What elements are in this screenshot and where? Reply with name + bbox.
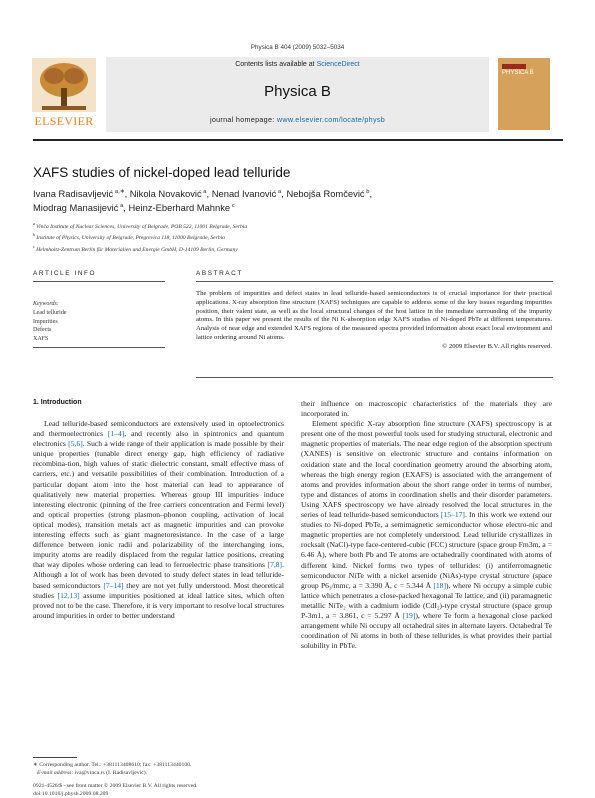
affiliation-text: Institute of Physics, University of Belgrade, Pregrevica 118, 11000 Belgrade, Serbia [36,235,225,242]
author-affiliation-mark: a [118,203,124,210]
homepage-link[interactable]: www.elsevier.com/locate/physb [276,115,386,124]
cover-band [502,64,526,69]
body-text: Lead telluride-based semiconductors are extensively used in optoelectronics and thermoelectronics [33,419,284,439]
keywords-list [33,309,165,344]
journal-homepage [106,115,489,124]
affiliation-line [33,220,563,231]
issn-block [33,783,293,798]
footnote-contact: Corresponding author. Tel.: +381113408610; fax: +381113440100. [37,762,192,768]
contents-line [106,61,489,68]
homepage-prefix: journal homepage: [209,115,277,124]
abstract-text: The problem of impurities and defect states in lead telluride-based semiconductors is of crucial importance for their practical applications. X-ray absorption fine structure (XAFS) techniques are capable to address some of the key issues regarding impurities position, their valent state, as well as the local structural changes of the host lattice in the immediate surrounding of the impurity atoms. In this paper we present the results of the Ni K-absorption edge XAFS studies of Ni-doped PbTe at different temperatures. Analysis of near edge and extended XAFS regions of the measured spectra provided information about exact local environment and lattice ordering around Ni atoms. [196,290,552,341]
affiliation-line [33,243,563,254]
author-name: Nikola Novaković [129,188,202,200]
keywords-box [33,300,165,344]
journal-cover-thumbnail [498,58,550,130]
contents-prefix: Contents lists available at [235,61,317,68]
abstract-rule [196,281,553,282]
header-rule [33,139,563,141]
journal-citation: Physica B 404 (2009) 5032–5034 [250,44,345,51]
article-info-rule [33,281,165,282]
intro-paragraph-1 [33,419,284,621]
reference-link[interactable]: [7,8] [267,560,283,570]
article-info-heading: ARTICLE INFO [33,270,97,277]
author-affiliation-mark: a,∗ [113,189,125,195]
keywords-bottom-rule [33,347,165,348]
intro-paragraph-2 [301,419,552,651]
body-column-left [33,419,284,621]
body-text: ), where Ni occupy a simple cubic lattice which penetrates a close-packed hexagonal Te lattice, and (ii) paramagnetic metallic NiTe₂ with a cadmium iodide (CdI₂)-type crystal structure (space group P-3m1, a = 3.861, c = 5.297 Å [301,580,552,620]
body-text: ), where Te form a hexagonal close packed arrangement while Ni occupy all octahedral sites in alternate layers. Octahedral Te coordination of Ni atoms in both of these tellurides is what provides their partial solubility in PbTe. [301,610,552,651]
sciencedirect-link[interactable]: ScienceDirect [316,61,360,68]
corresponding-author-footnote [33,762,285,777]
abstract-heading: ABSTRACT [196,270,243,277]
affiliation-line [33,231,563,242]
body-text: they are not yet fully understood. Most theoretical studies [33,580,285,600]
reference-link[interactable]: [18] [433,580,446,590]
body-text: . In this work we extend our studies to Ni-doped PbTe, a semimagnetic semiconductor whose electro-nic and magnetic properties are not completely understood. Lead telluride crystallizes in rocksalt (NaCl)-type face-centered-cubic (FCC) structure (space group Fm3m, a = 6.46 Å), where both Pb and Te atoms are octahedrally coordinated with atoms of different kind. Nickel forms two types of tellurides: (i) antiferromagnetic semiconductor NiTe with a nickel arsenide (NiAs)-type crystal structure (space group P6₃/mmc, a = 3.390 Å, c = 5.344 Å [301,510,552,590]
abstract-body [196,290,552,352]
author-name: Nebojša Romčević [286,188,365,200]
body-text: assume impurities positioned at ideal lattice sites, which often proved not to be the case. Therefore, it is very important to resolve local structures around impurities in order to better understand [33,590,284,620]
author-name: Nenad Ivanović [211,188,277,200]
reference-link[interactable]: [1–4] [107,429,125,439]
footnote-rule [33,757,77,758]
reference-link[interactable]: [5,6] [68,439,83,449]
email-label: E-mail address: [37,769,74,776]
author-affiliation-mark: a [276,189,282,195]
reference-link[interactable]: [15–17] [440,510,465,520]
author-affiliation-mark: b [364,189,370,195]
reference-link[interactable]: [19] [402,610,416,620]
affiliation-mark: c [33,243,37,249]
author-affiliation-mark: c [230,203,235,210]
publisher-name: ELSEVIER [34,114,94,128]
doi-line[interactable]: doi:10.1016/j.physb.2009.08.209 [33,790,109,797]
author-name: Ivana Radisavljević [33,188,114,200]
cover-title: PHYSICA B [502,70,534,76]
author-name: Miodrag Manasijević [33,202,119,214]
body-text: . Although a lot of work has been devoted to study defect states in lead telluride-based semiconductors [33,560,284,590]
keyword-item: Defects [33,327,52,334]
journal-name: Physica B [264,83,331,100]
author-affiliation-mark: a [201,189,207,195]
affiliation-list [33,220,563,254]
body-text: . Such a wide range of their application is made possible by their unique properties (tunable direct energy gap, high efficiency of radiative recombina-tion, high values of static dielectric constant, small effective mass of carriers, etc.) and versatile possibilities of their combination. Introduction of a particular dopant atom into the host material can lead to appearance of qualitatively new material properties. Whereas group III impurities induce interesting electronic (pinning of the free carriers concentration and Fermi level) and optical properties (strong plasmon–phonon coupling, activation of local optical modes), transition metals act as magnetic impurities and can provoke interesting effects such as giant magnetoresistance. In the case of a large difference between ionic radii and polarizability of the interchanging ions, impurity atoms are readily displaced from the regular lattice positions, creating that way dipoles whose ordering can lead to ferroelectric phase transitions [33,439,284,570]
affiliation-mark: b [33,232,37,238]
section-heading-introduction: 1. Introduction [33,399,82,406]
body-text: Element specific X-ray absorption fine structure (XAFS) spectroscopy is at present one of the most powerful tools used for studying structural, electronic and magnetic properties of materials. The near edge region of the absorption spectrum (XANES) is sensitive on electronic structure and contains information on oxidation state and the local coordination geometry around the absorbing atom, whereas the high energy region (EXAFS) is associated with the arrangement of atoms and provides information about the short range order in terms of number, type and distances of atoms in coordination shells and their disorder parameters. Using XAFS spectroscopy we have already resolved the local structures in the series of lead telluride-based semiconductors [301,419,552,520]
keyword-item: Impurities [33,318,58,325]
email-address[interactable]: iva@vinca.rs (I. Radisavljević). [73,769,148,776]
abstract-bottom-rule [196,377,553,378]
front-matter-line: 0921-4526/$ - see front matter © 2009 Elsevier B.V. All rights reserved. [33,783,198,789]
reference-link[interactable]: [12,13] [57,590,80,600]
intro-paragraph-continued: their influence on macroscopic characteristics of the materials they are incorporated in. [301,399,552,419]
affiliation-text: Vinča Institute of Nuclear Sciences, University of Belgrade, POB 522, 11001 Belgrade, Serbia [36,223,248,230]
keywords-label: Keywords: [33,301,59,307]
keyword-item: Lead telluride [33,309,67,316]
affiliation-mark: a [33,221,37,226]
body-column-right [301,399,552,651]
footnote-marker: ∗ [33,762,38,768]
article-title: XAFS studies of nickel-doped lead telluride [33,165,291,180]
abstract-copyright: © 2009 Elsevier B.V. All rights reserved. [442,342,552,350]
keyword-item: XAFS [33,336,49,343]
affiliation-text: Helmholtz-Zentrum Berlin für Materialien und Energie GmbH, D-14109 Berlin, Germany [36,246,238,253]
author-name: Heinz-Eberhard Mahnke [128,202,231,214]
body-text: , and recently also in spintronics and quantum electronics [33,429,284,449]
reference-link[interactable]: [7–14] [103,580,124,590]
author-list: Ivana Radisavljević $^{a,∗}$, Nikola Novaković $^a$, Nenad Ivanović $^a$, Nebojša Romčević $^b$, Miodrag Manasijević $^a$, Heinz-Eberhard Mahnke $^c$ [33,188,373,214]
